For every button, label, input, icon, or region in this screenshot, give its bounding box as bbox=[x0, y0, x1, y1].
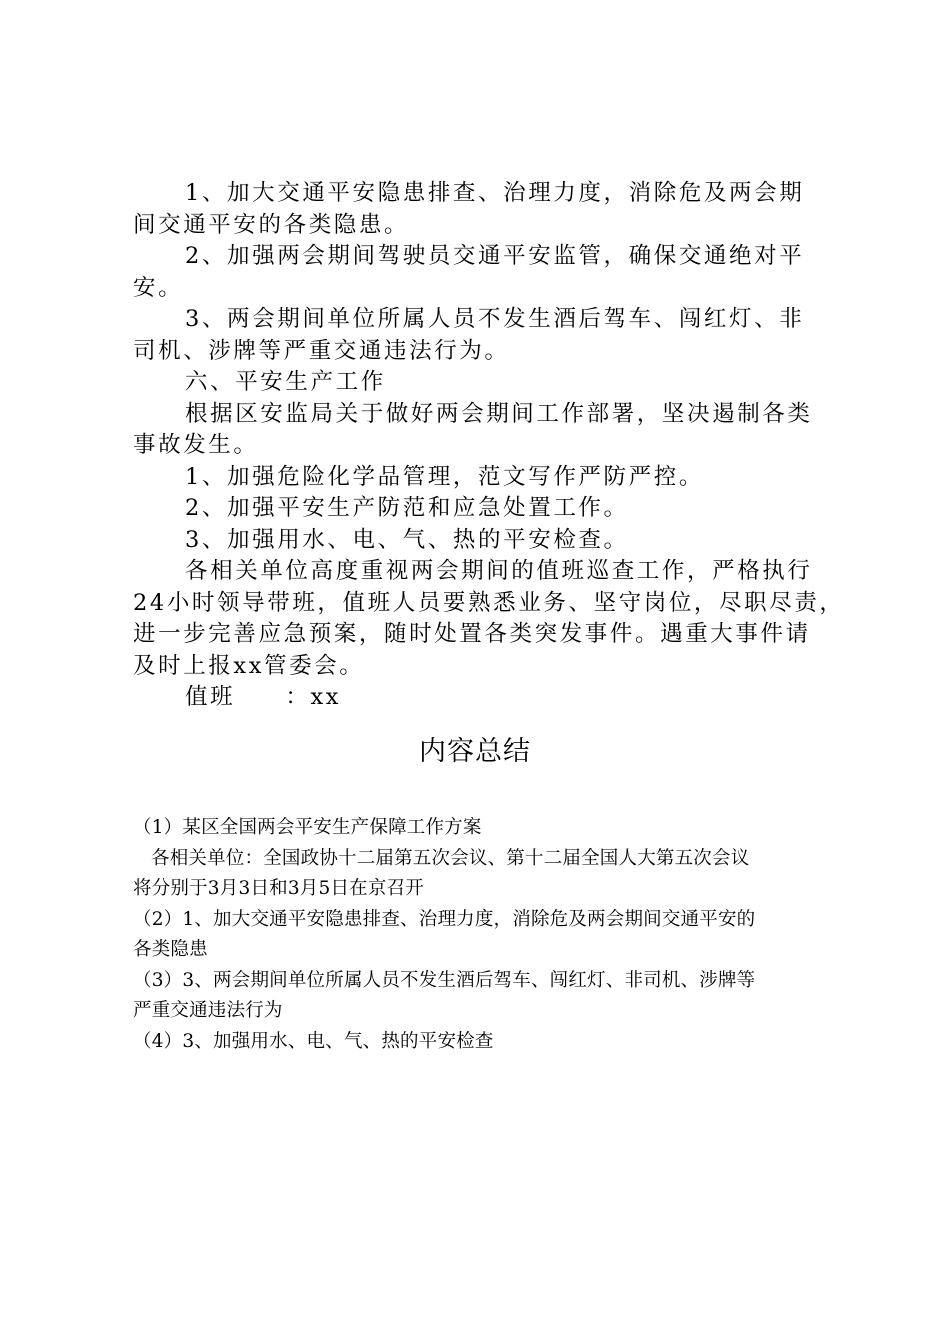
paragraph-line: 安。 bbox=[133, 274, 184, 301]
paragraph-line: 24小时领导带班，值班人员要熟悉业务、坚守岗位，尽职尽责， bbox=[133, 589, 845, 616]
summary-line: 将分别于3月3日和3月5日在京召开 bbox=[133, 878, 424, 899]
paragraph-line: 1、加强危险化学品管理，范文写作严防严控。 bbox=[185, 463, 704, 490]
paragraph-line: 进一步完善应急预案，随时处置各类突发事件。遇重大事件请 bbox=[133, 621, 811, 647]
paragraph-line: 3、两会期间单位所属人员不发生酒后驾车、闯红灯、非 bbox=[185, 306, 805, 332]
summary-line: 各类隐患 bbox=[133, 939, 208, 960]
paragraph-line: 间交通平安的各类隐患。 bbox=[133, 211, 410, 238]
section-heading: 六、平安生产工作 bbox=[185, 369, 386, 395]
paragraph-line: 司机、涉牌等严重交通违法行为。 bbox=[133, 337, 510, 364]
paragraph-line: 1、加大交通平安隐患排查、治理力度，消除危及两会期 bbox=[185, 180, 805, 206]
paragraph-line: 及时上报xx管委会。 bbox=[133, 652, 365, 679]
summary-section bbox=[133, 813, 833, 1057]
duty-line: 值班 ：xx bbox=[185, 684, 342, 710]
summary-line: 各相关单位：全国政协十二届第五次会议、第十二届全国人大第五次会议 bbox=[151, 847, 750, 869]
summary-line: （1）某区全国两会平安生产保障工作方案 bbox=[133, 817, 482, 838]
summary-title: 内容总结 bbox=[419, 736, 531, 767]
paragraph-line: 各相关单位高度重视两会期间的值班巡查工作，严格执行 bbox=[185, 558, 813, 584]
summary-line: 严重交通违法行为 bbox=[133, 1000, 283, 1021]
paragraph-line: 2、加强平安生产防范和应急处置工作。 bbox=[185, 495, 629, 521]
paragraph-line: 根据区安监局关于做好两会期间工作部署，坚决遏制各类 bbox=[185, 400, 813, 427]
document-body bbox=[133, 178, 845, 714]
summary-line: （4）3、加强用水、电、气、热的平安检查 bbox=[133, 1030, 494, 1052]
paragraph-line: 2、加强两会期间驾驶员交通平安监管，确保交通绝对平 bbox=[185, 243, 805, 269]
paragraph-line: 事故发生。 bbox=[133, 432, 259, 458]
summary-line: （2）1、加大交通平安隐患排查、治理力度，消除危及两会期间交通平安的 bbox=[133, 908, 756, 930]
paragraph-line: 3、加强用水、电、气、热的平安检查。 bbox=[185, 526, 629, 553]
summary-line: （3）3、两会期间单位所属人员不发生酒后驾车、闯红灯、非司机、涉牌等 bbox=[133, 969, 756, 991]
